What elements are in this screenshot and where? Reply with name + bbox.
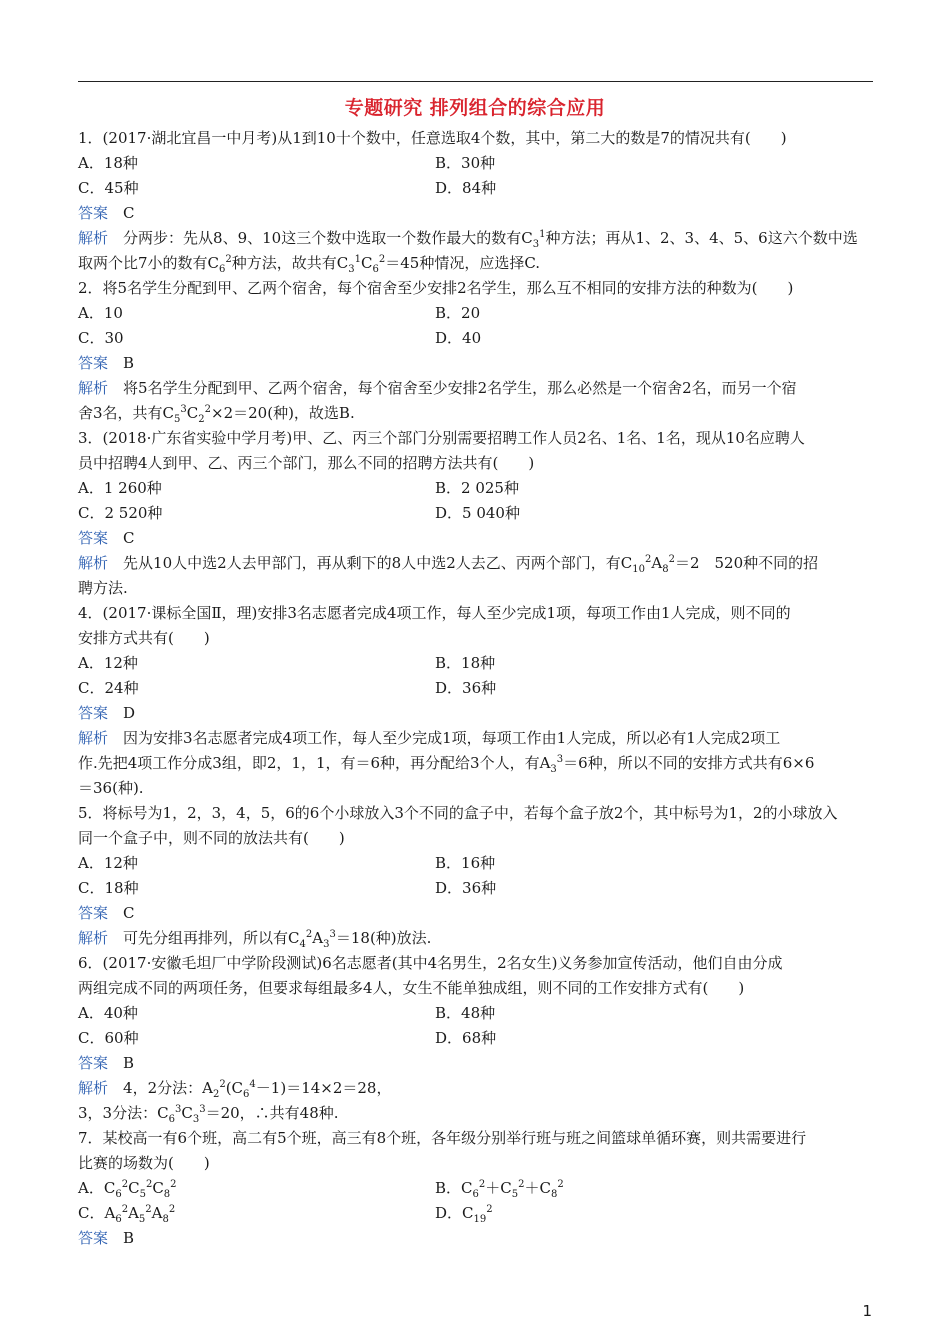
- q4-answer: [78, 701, 873, 726]
- q4-stem-line-1: 4．(2017·课标全国Ⅱ，理)安排3名志愿者完成4项工作，每人至少完成1项，每项工作由1人完成，则不同的: [78, 604, 791, 622]
- q1-stem: 1．(2017·湖北宜昌一中月考)从1到10十个数中，任意选取4个数，其中，第二大的数是7的情况共有( ): [78, 129, 787, 147]
- answer-label: 答案: [78, 529, 109, 547]
- q2-answer: [78, 351, 873, 376]
- q4-option-c: C．24种: [78, 679, 139, 697]
- q2-option-b: B．20: [435, 304, 481, 322]
- q1-option-b: B．30种: [435, 154, 496, 172]
- q2-analysis-text: 将5名学生分配到甲、乙两个宿舍，每个宿舍至少安排2名学生，那么必然是一个宿舍2名，而另一个宿: [123, 379, 797, 397]
- q2-analysis-line-2: 舍3名，共有$C_5^3C_2^2\times 2=20$(种)，故选B.: [78, 404, 355, 425]
- q2-option-c: C．30: [78, 329, 124, 347]
- analysis-label: 解析: [78, 229, 109, 247]
- q2-analysis-text: ×2＝20(种)，故选B.: [211, 404, 355, 422]
- q6-analysis-text: (C: [225, 1079, 244, 1097]
- answer-label: 答案: [78, 704, 109, 722]
- q6-options: [78, 1001, 873, 1026]
- analysis-label: 解析: [78, 929, 109, 947]
- page-title: 专题研究 排列组合的综合应用: [344, 97, 606, 119]
- analysis-label: 解析: [78, 729, 109, 747]
- q4-option-b: B．18种: [435, 654, 496, 672]
- analysis-label: 解析: [78, 379, 109, 397]
- q4-analysis-text: ＝6种，所以不同的安排方式共有6×6: [563, 754, 815, 772]
- q6-analysis-line-1: 解析 4，2分法：$A_2^2(C_6^4-1)=14\times 2=28$，: [78, 1079, 392, 1100]
- q6-analysis-text: －1)＝14×2＝28，: [255, 1079, 392, 1097]
- q1-option-d: D．84种: [435, 179, 497, 197]
- q4-option-a: A．12种: [78, 654, 138, 672]
- q6-answer: [78, 1051, 873, 1076]
- q1-analysis-line-2: 取两个比7小的数有$C_6^2$种方法，故共有$C_3^1C_6^2=45$种情况，应选择C.: [78, 254, 541, 275]
- q5-option-c: C．18种: [78, 879, 139, 897]
- q6-options-2: [78, 1026, 873, 1051]
- q3-analysis-text: ＝2 520种不同的招: [674, 554, 819, 572]
- q7-option-label: D．: [435, 1204, 463, 1222]
- answer-label: 答案: [78, 904, 109, 922]
- q7-answer-value: B: [123, 1229, 135, 1247]
- q6-option-b: B．48种: [435, 1004, 496, 1022]
- answer-label: 答案: [78, 1054, 109, 1072]
- q5-option-b: B．16种: [435, 854, 496, 872]
- q6-option-d: D．68种: [435, 1029, 497, 1047]
- q4-options-2: [78, 676, 873, 701]
- q4-stem-line-2: 安排方式共有( ): [78, 629, 210, 647]
- q5-options: [78, 851, 873, 876]
- q7-option-a: A．$C_6^2C_5^2C_8^2$: [78, 1179, 177, 1200]
- q1-option-a: A．18种: [78, 154, 138, 172]
- q7-option-b: B．$C_6^2+C_5^2+C_8^2$: [435, 1179, 564, 1200]
- q6-analysis-text: 4，2分法：A: [123, 1079, 213, 1097]
- q2-analysis-line-1: [78, 376, 873, 401]
- q6-answer-value: B: [123, 1054, 135, 1072]
- q5-stem-line-2: 同一个盒子中，则不同的放法共有( ): [78, 829, 345, 847]
- q3-option-a: A．1 260种: [78, 479, 162, 497]
- q3-analysis-line-2: 聘方法.: [78, 579, 128, 597]
- page-number: 1: [862, 1302, 872, 1320]
- q7-option-label: A．: [78, 1179, 104, 1197]
- q1-analysis-text: 取两个比7小的数有C: [78, 254, 220, 272]
- q1-option-c: C．45种: [78, 179, 139, 197]
- q1-analysis-line-1: 解析 分两步：先从8、9、10这三个数中选取一个数作最大的数有$C_3^1$种方法；再从1、2、3、4、5、6这六个数中选: [78, 229, 858, 250]
- q7-stem-line-2: 比赛的场数为( ): [78, 1154, 210, 1172]
- q3-options: [78, 476, 873, 501]
- q3-stem-line-1: 3．(2018·广东省实验中学月考)甲、乙、丙三个部门分别需要招聘工作人员2名、1名、1名，现从10名应聘人: [78, 429, 805, 447]
- q1-options: [78, 151, 873, 176]
- q3-options-2: [78, 501, 873, 526]
- q1-analysis-text: ＝45种情况，应选择C.: [385, 254, 541, 272]
- q6-option-c: C．60种: [78, 1029, 139, 1047]
- q7-option-label: C．: [78, 1204, 105, 1222]
- q5-stem-line-1: 5．将标号为1，2，3，4，5，6的6个小球放入3个不同的盒子中，若每个盒子放2个，其中标号为1，2的小球放入: [78, 804, 838, 822]
- q4-analysis-text: 因为安排3名志愿者完成4项工作，每人至少完成1项，每项工作由1人完成，所以必有1人完成2项工: [123, 729, 781, 747]
- q5-analysis-text: ＝18(种)放法.: [335, 929, 432, 947]
- q2-option-a: A．10: [78, 304, 123, 322]
- q3-answer-value: C: [123, 529, 135, 547]
- q2-stem: 2．将5名学生分配到甲、乙两个宿舍，每个宿舍至少安排2名学生，那么互不相同的安排方法的种数为( ): [78, 279, 794, 297]
- q5-analysis-line-1: 解析 可先分组再排列，所以有$C_4^2A_3^3=18$(种)放法.: [78, 929, 432, 950]
- q7-options-2: [78, 1201, 873, 1226]
- q4-options: [78, 651, 873, 676]
- document-body: [78, 126, 873, 1251]
- q4-analysis-line-3: ＝36(种).: [78, 779, 144, 797]
- q2-option-d: D．40: [435, 329, 482, 347]
- q2-options: [78, 301, 873, 326]
- q3-stem-line-2: 员中招聘4人到甲、乙、丙三个部门，那么不同的招聘方法共有( ): [78, 454, 535, 472]
- q6-stem-line-2: 两组完成不同的两项任务，但要求每组最多4人，女生不能单独成组，则不同的工作安排方式有( ): [78, 979, 745, 997]
- q1-analysis-text: 种方法，故共有C: [231, 254, 349, 272]
- analysis-label: 解析: [78, 554, 109, 572]
- q6-analysis-text: 3，3分法：C: [78, 1104, 169, 1122]
- q1-options-2: [78, 176, 873, 201]
- header-rule: [78, 81, 873, 82]
- q6-analysis-line-2: 3，3分法：$C_6^3C_3^3=20$，∴共有48种.: [78, 1104, 339, 1125]
- q5-answer: [78, 901, 873, 926]
- q1-answer: [78, 201, 873, 226]
- answer-label: 答案: [78, 1229, 109, 1247]
- q1-analysis-text: 分两步：先从8、9、10这三个数中选取一个数作最大的数有C: [123, 229, 533, 247]
- analysis-label: 解析: [78, 1079, 109, 1097]
- q7-options: [78, 1176, 873, 1201]
- q4-analysis-text: 作.先把4项工作分成3组，即2，1，1，有＝6种，再分配给3个人，有A: [78, 754, 551, 772]
- answer-label: 答案: [78, 354, 109, 372]
- answer-label: 答案: [78, 204, 109, 222]
- q6-analysis-text: ＝20，∴共有48种.: [205, 1104, 339, 1122]
- q5-answer-value: C: [123, 904, 135, 922]
- q3-option-d: D．5 040种: [435, 504, 520, 522]
- q7-option-d: D．$C_{19}^2$: [435, 1204, 493, 1225]
- q7-option-c: C．$A_6^2A_5^2A_8^2$: [78, 1204, 176, 1225]
- q2-answer-value: B: [123, 354, 135, 372]
- q5-options-2: [78, 876, 873, 901]
- q3-answer: [78, 526, 873, 551]
- q2-options-2: [78, 326, 873, 351]
- q4-option-d: D．36种: [435, 679, 497, 697]
- q7-option-label: B．: [435, 1179, 462, 1197]
- q3-option-c: C．2 520种: [78, 504, 163, 522]
- q4-analysis-line-1: [78, 726, 873, 751]
- q7-answer: [78, 1226, 873, 1251]
- q6-option-a: A．40种: [78, 1004, 138, 1022]
- q4-answer-value: D: [123, 704, 136, 722]
- q1-analysis-text: 种方法；再从1、2、3、4、5、6这六个数中选: [545, 229, 858, 247]
- q5-option-d: D．36种: [435, 879, 497, 897]
- q6-stem-line-1: 6．(2017·安徽毛坦厂中学阶段测试)6名志愿者(其中4名男生，2名女生)义务参加宣传活动，他们自由分成: [78, 954, 783, 972]
- q3-option-b: B．2 025种: [435, 479, 519, 497]
- q4-analysis-line-2: 作.先把4项工作分成3组，即2，1，1，有＝6种，再分配给3个人，有$A_3^3=6$种，所以不同的安排方式共有6×6: [78, 754, 815, 775]
- q1-answer-value: C: [123, 204, 135, 222]
- q7-stem-line-1: 7．某校高一有6个班，高二有5个班，高三有8个班，各年级分别举行班与班之间篮球单循环赛，则共需要进行: [78, 1129, 807, 1147]
- q5-option-a: A．12种: [78, 854, 138, 872]
- q3-analysis-text: 先从10人中选2人去甲部门，再从剩下的8人中选2人去乙、丙两个部门，有C: [123, 554, 633, 572]
- q5-analysis-text: 可先分组再排列，所以有C: [123, 929, 300, 947]
- q3-analysis-line-1: 解析 先从10人中选2人去甲部门，再从剩下的8人中选2人去乙、丙两个部门，有$C_{10}^2A_8^2=2$ 520种不同的招: [78, 554, 819, 575]
- q2-analysis-text: 舍3名，共有C: [78, 404, 175, 422]
